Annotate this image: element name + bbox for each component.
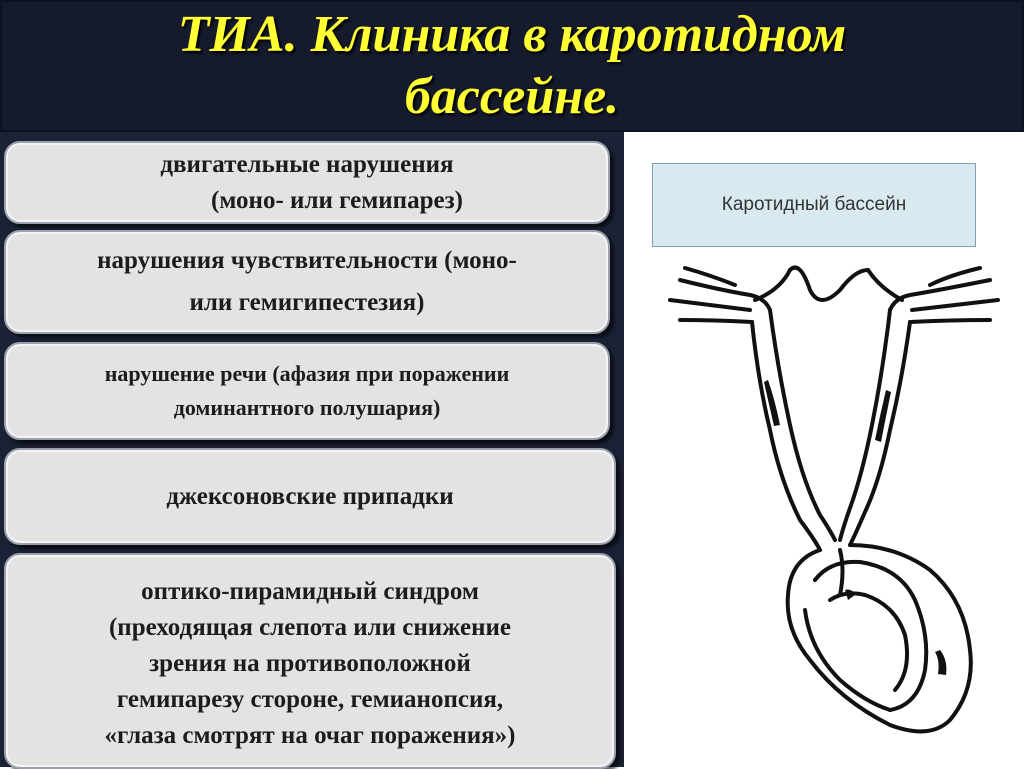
symptom-text: гемипарезу стороне, гемианопсия, xyxy=(116,686,504,713)
diagram-label: Каротидный бассейн xyxy=(721,194,907,215)
symptom-text: (моно- или гемипарез) xyxy=(211,186,463,214)
symptom-box-jacksonian xyxy=(4,448,616,545)
title-line-1: ТИА. Клиника в каротидном xyxy=(177,6,847,63)
symptom-box-optic-pyramidal xyxy=(4,553,616,769)
symptom-text: двигательные нарушения xyxy=(160,150,454,178)
title-line-2: бассейне. xyxy=(404,68,620,125)
symptom-text: доминантного полушария) xyxy=(173,395,441,420)
title-bar xyxy=(0,0,1024,132)
slide-title xyxy=(0,4,1024,128)
symptom-text: джексоновские припадки xyxy=(166,482,454,510)
symptom-text: или гемигипестезия) xyxy=(189,289,425,316)
symptom-text: оптико-пирамидный синдром xyxy=(141,578,479,605)
symptom-text: нарушение речи (афазия при поражении xyxy=(104,361,510,386)
diagram-label-box xyxy=(652,163,976,247)
heart-carotid-diagram-icon xyxy=(640,250,1020,750)
symptom-text: «глаза смотрят на очаг поражения») xyxy=(104,722,516,749)
symptom-text: (преходящая слепота или снижение xyxy=(108,614,512,641)
symptom-text: нарушения чувствительности (моно- xyxy=(97,247,517,274)
symptom-text: зрения на противоположной xyxy=(149,650,471,677)
symptom-box-motor xyxy=(4,141,610,224)
symptom-box-speech xyxy=(4,342,610,440)
symptom-box-sensory xyxy=(4,230,610,334)
